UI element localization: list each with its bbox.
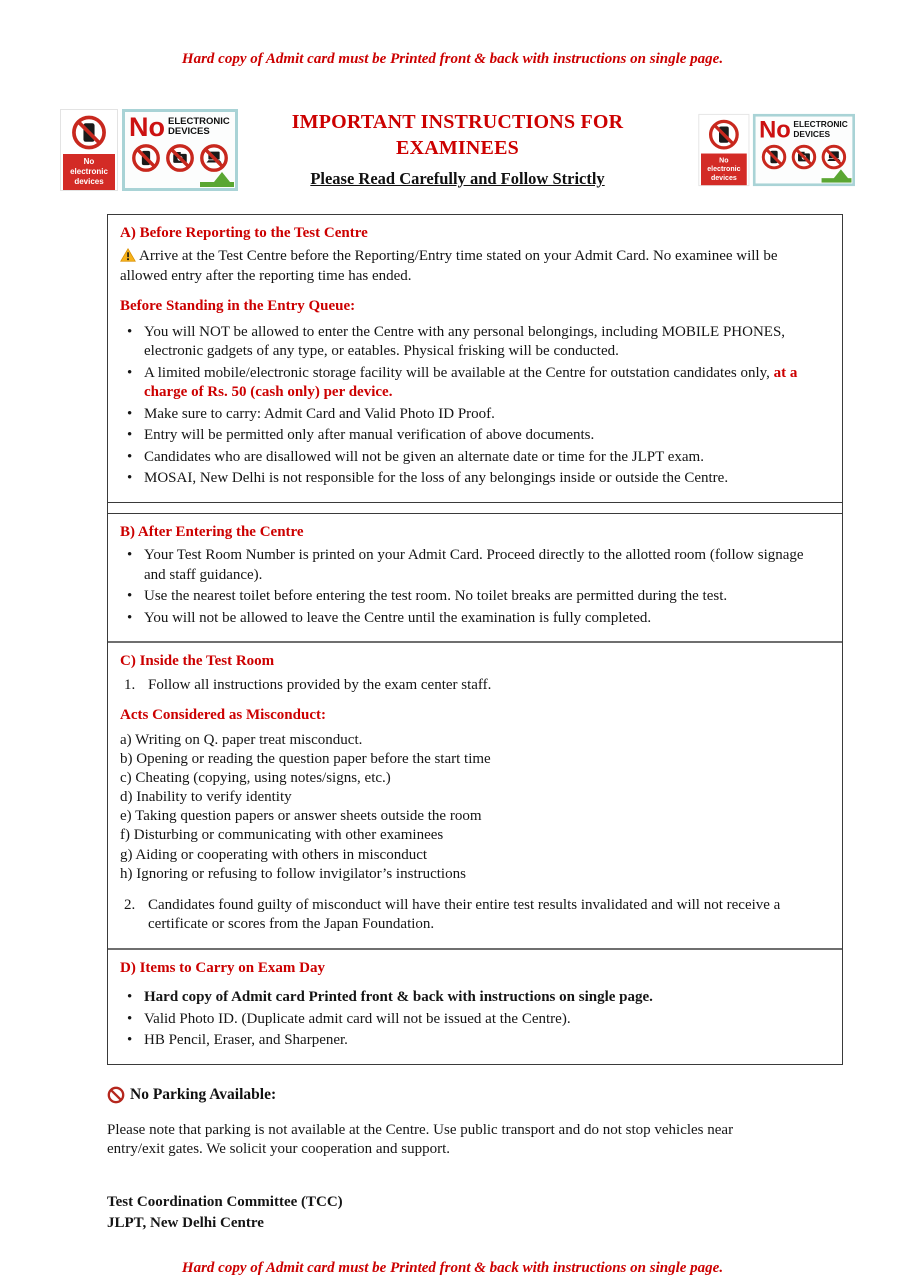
list-item: • Your Test Room Number is printed on your Admit Card. Proceed directly to the allotted room (follow signage and staff guidance). [120,546,828,585]
bullet-marker: • [127,1032,133,1048]
no-phone-sign [698,113,749,185]
no-phone-sign-label: No electronic devices [63,154,115,190]
parking-text: Please note that parking is not available at the Centre. Use public transport and do not stop vehicles near entry/exit gates. We solicit your cooperation and support. [107,1121,734,1158]
poster-word-electronic: ELECTRONIC [168,115,230,127]
no-entry-icon [107,1086,125,1104]
poster-word-electronic: ELECTRONIC [793,119,848,130]
poster-word-devices: DEVICES [168,126,210,137]
list-item: • You will not be allowed to leave the Centre until the examination is fully completed. [120,609,828,629]
no-camera-icon [791,143,817,169]
list-item: g) Aiding or cooperating with others in misconduct [120,846,428,863]
parking-section [107,1085,905,1160]
title-block [238,109,677,189]
warning-icon [120,248,136,262]
section-c-subheading: Acts Considered as Misconduct: [120,707,326,723]
signature-line-2: JLPT, New Delhi Centre [107,1215,264,1232]
section-d [108,950,842,1064]
bottom-notice: Hard copy of Admit card must be Printed front & back with instructions on single page. [181,1260,724,1277]
no-phone-sign [60,109,118,191]
section-b-bullet-list [120,546,828,628]
section-b [108,514,842,642]
no-phone-icon [131,143,161,173]
section-b-heading: B) After Entering the Centre [120,523,304,540]
section-d-bullet-list [120,988,828,1051]
bullet-marker: • [127,323,133,340]
list-item: • Candidates who are disallowed will not be given an alternate date or time for the JLPT exam. [120,448,828,468]
section-a-bullet-list [120,323,828,489]
list-item: 1. Follow all instructions provided by the exam center staff. [120,676,828,696]
list-item: f) Disturbing or communicating with other examinees [120,827,444,844]
top-notice: Hard copy of Admit card must be Printed front & back with instructions on single page. [181,51,724,67]
bullet-marker: • [127,364,133,381]
list-item: • HB Pencil, Eraser, and Sharpener. [120,1031,828,1051]
list-item: • Make sure to carry: Admit Card and Valid Photo ID Proof. [120,405,828,425]
poster-no-text: No [129,111,165,142]
list-item: • You will NOT be allowed to enter the Centre with any personal belongings, including MOBILE PHONES, electronic gadgets of any type, or eatables. Physical frisking will be conducted. [120,323,828,362]
parking-heading-row [107,1085,905,1105]
section-c-heading: C) Inside the Test Room [120,653,275,669]
bullet-marker: • [127,448,133,465]
no-electronic-devices-poster [753,113,855,185]
poster-no-text: No [759,116,791,143]
no-devices-signs-left [60,109,238,191]
list-item: • MOSAI, New Delhi is not responsible for the loss of any belongings inside or outside the Centre. [120,469,828,489]
section-divider-gap [108,502,842,514]
signature-line-1: Test Coordination Committee (TCC) [107,1193,343,1210]
list-item: • Entry will be permitted only after manual verification of above documents. [120,426,828,446]
bullet-marker: • [127,588,133,604]
no-electronic-devices-poster [122,109,238,191]
list-item: • A limited mobile/electronic storage facility will be available at the Centre for outstation candidates only, at a charge of Rs. 50 (cash only) per device. [120,364,828,403]
section-d-heading: D) Items to Carry on Exam Day [120,959,325,976]
page-subtitle: Please Read Carefully and Follow Strictly [310,169,605,189]
list-item: • Hard copy of Admit card Printed front & back with instructions on single page. [120,988,828,1008]
bullet-marker: • [127,1010,133,1027]
section-a-intro-text: Arrive at the Test Centre before the Reporting/Entry time stated on your Admit Card. No examinee will be allowed entry after the reporting time has ended. [120,248,778,284]
list-item: b) Opening or reading the question paper before the start time [120,750,491,767]
no-phone-icon [68,114,110,151]
bullet-marker: • [127,547,133,563]
no-camera-icon [165,143,195,173]
bullet-marker: • [127,470,133,486]
no-phone-sign-label: No electronic devices [701,153,747,185]
section-a-subheading: Before Standing in the Entry Queue: [120,298,356,314]
no-devices-signs-right [698,113,855,185]
header [60,106,855,194]
list-number: 1. [124,676,136,693]
no-laptop-icon [199,143,229,173]
no-laptop-icon [821,143,847,169]
no-phone-icon [705,118,742,151]
list-item: • Valid Photo ID. (Duplicate admit card will not be issued at the Centre). [120,1010,828,1030]
list-item: e) Taking question papers or answer sheets outside the room [120,808,482,825]
list-item: h) Ignoring or refusing to follow invigilator’s instructions [120,865,466,882]
bullet-marker: • [127,427,133,443]
section-c [108,643,842,948]
list-item: • Use the nearest toilet before entering the test room. No toilet breaks are permitted during the test. [120,587,828,607]
bullet-marker: • [127,989,133,1005]
ink-saving-badge-arrow [210,172,234,187]
signature-block [107,1192,905,1236]
section-a [108,215,842,502]
misconduct-acts-list [120,732,828,884]
list-item: d) Inability to verify identity [120,789,292,806]
instructions-box [107,214,843,1065]
section-a-intro [120,247,820,286]
poster-word-devices: DEVICES [793,128,831,139]
list-number: 2. [124,896,136,913]
page-title: IMPORTANT INSTRUCTIONS FOR EXAMINEES [291,111,624,160]
section-a-heading: A) Before Reporting to the Test Centre [120,224,368,241]
list-item: 2. Candidates found guilty of misconduct will have their entire test results invalidated and will not receive a certificate or scores from the Japan Foundation. [120,896,828,935]
bullet-marker: • [127,609,133,626]
ink-saving-badge-arrow [830,169,851,182]
list-item: a) Writing on Q. paper treat misconduct. [120,731,363,748]
list-item: c) Cheating (copying, using notes/signs, etc.) [120,769,391,786]
no-phone-icon [761,143,787,169]
bullet-marker: • [127,405,133,422]
parking-heading: No Parking Available: [130,1085,277,1103]
fee-highlight: at a charge of Rs. 50 (cash only) per device. [144,364,798,400]
